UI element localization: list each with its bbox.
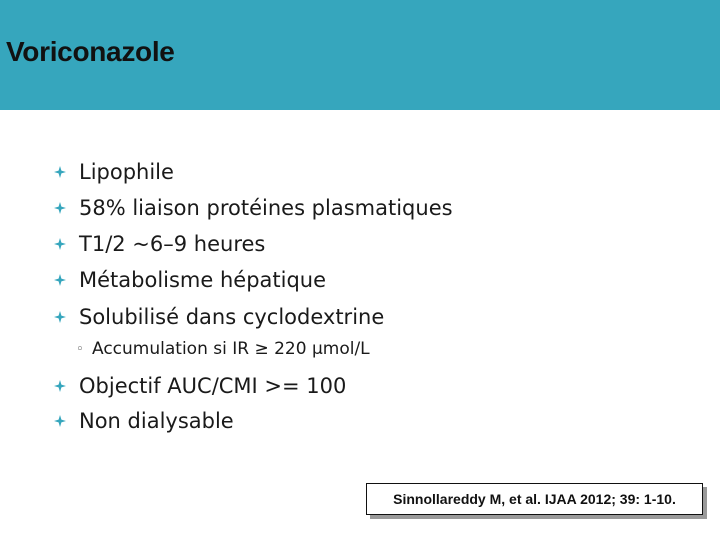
bullet-text: Solubilisé dans cyclodextrine	[79, 305, 385, 329]
four-point-star-icon	[54, 238, 66, 250]
bullet-item	[54, 406, 234, 436]
bullet-text: 58% liaison protéines plasmatiques	[79, 196, 453, 220]
bullet-item	[54, 371, 346, 401]
slide-title: Voriconazole	[6, 36, 175, 67]
bullet-item	[54, 265, 326, 295]
sub-bullet-text: Accumulation si IR ≥ 220 µmol/L	[92, 339, 370, 359]
bullet-item	[54, 302, 384, 332]
bullet-item	[54, 193, 453, 223]
four-point-star-icon	[54, 202, 66, 214]
bullet-item	[54, 229, 265, 259]
four-point-star-icon	[54, 415, 66, 427]
bullet-text: Non dialysable	[79, 409, 234, 433]
sub-bullet-marker: ◦	[76, 341, 84, 357]
sub-bullet-item	[76, 337, 370, 361]
bullet-text: Métabolisme hépatique	[79, 268, 327, 292]
four-point-star-icon	[54, 166, 66, 178]
title-bar	[0, 0, 720, 110]
four-point-star-icon	[54, 380, 66, 392]
citation-box: Sinnollareddy M, et al. IJAA 2012; 39: 1-10.	[366, 483, 703, 515]
four-point-star-icon	[54, 274, 66, 286]
bullet-text: Objectif AUC/CMI >= 100	[79, 374, 347, 398]
bullet-text: Lipophile	[79, 160, 174, 184]
four-point-star-icon	[54, 311, 66, 323]
bullet-text: T1/2 ~6–9 heures	[79, 232, 266, 256]
bullet-item	[54, 157, 174, 187]
